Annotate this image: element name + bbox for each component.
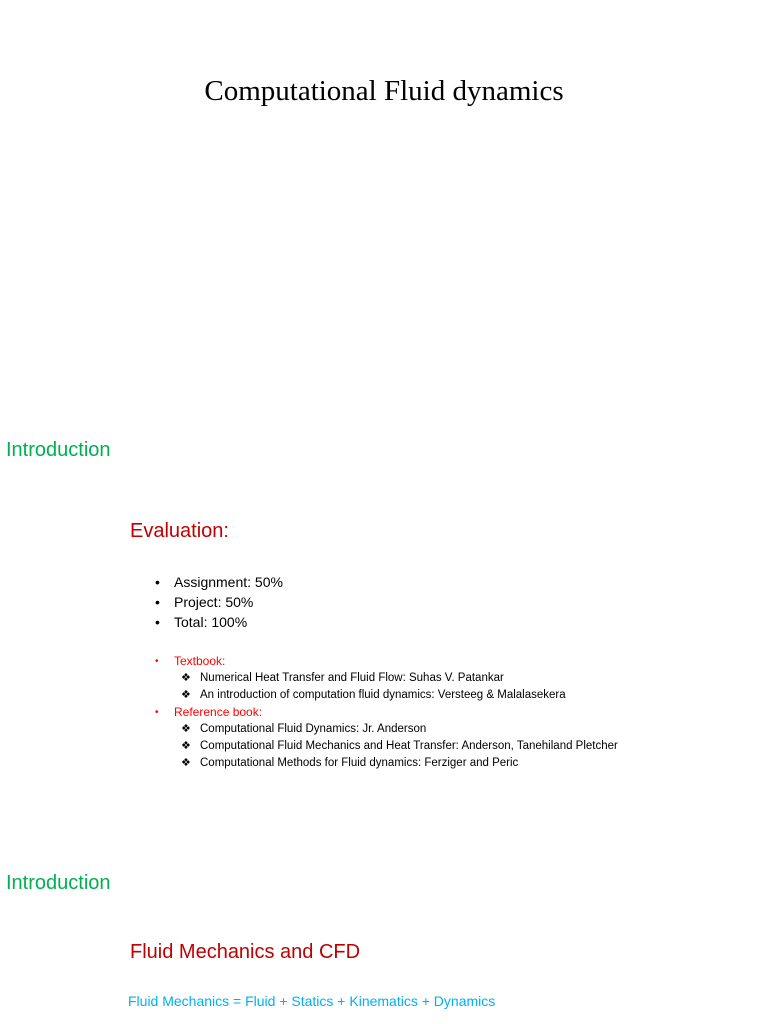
fluid-mechanics-cfd-heading: Fluid Mechanics and CFD: [130, 941, 361, 963]
document-title: Computational Fluid dynamics: [204, 75, 564, 107]
evaluation-item-total: • Total: 100%: [155, 612, 283, 632]
reference-book-item: ❖ Computational Methods for Fluid dynamics: Ferziger and Peric: [181, 755, 645, 772]
fluid-mechanics-equation: Fluid Mechanics = Fluid + Statics + Kinematics + Dynamics: [128, 993, 496, 1009]
textbook-item: ❖ Numerical Heat Transfer and Fluid Flow: Suhas V. Patankar: [181, 670, 645, 687]
reference-book-label: • Reference book:: [155, 704, 645, 721]
textbook-item: ❖ An introduction of computation fluid dynamics: Versteeg & Malalasekera: [181, 687, 645, 704]
evaluation-item-project: • Project: 50%: [155, 592, 283, 612]
textbook-label: • Textbook:: [155, 653, 645, 670]
section-heading-introduction: Introduction: [6, 872, 111, 894]
reference-book-item: ❖ Computational Fluid Mechanics and Heat Transfer: Anderson, Tanehiland Pletcher: [181, 738, 645, 755]
evaluation-item-assignment: • Assignment: 50%: [155, 572, 283, 592]
section-heading-introduction: Introduction: [6, 439, 111, 461]
book-list: [155, 653, 645, 772]
evaluation-list: [155, 572, 283, 632]
reference-book-item: ❖ Computational Fluid Dynamics: Jr. Anderson: [181, 721, 645, 738]
evaluation-heading: Evaluation:: [130, 520, 229, 542]
